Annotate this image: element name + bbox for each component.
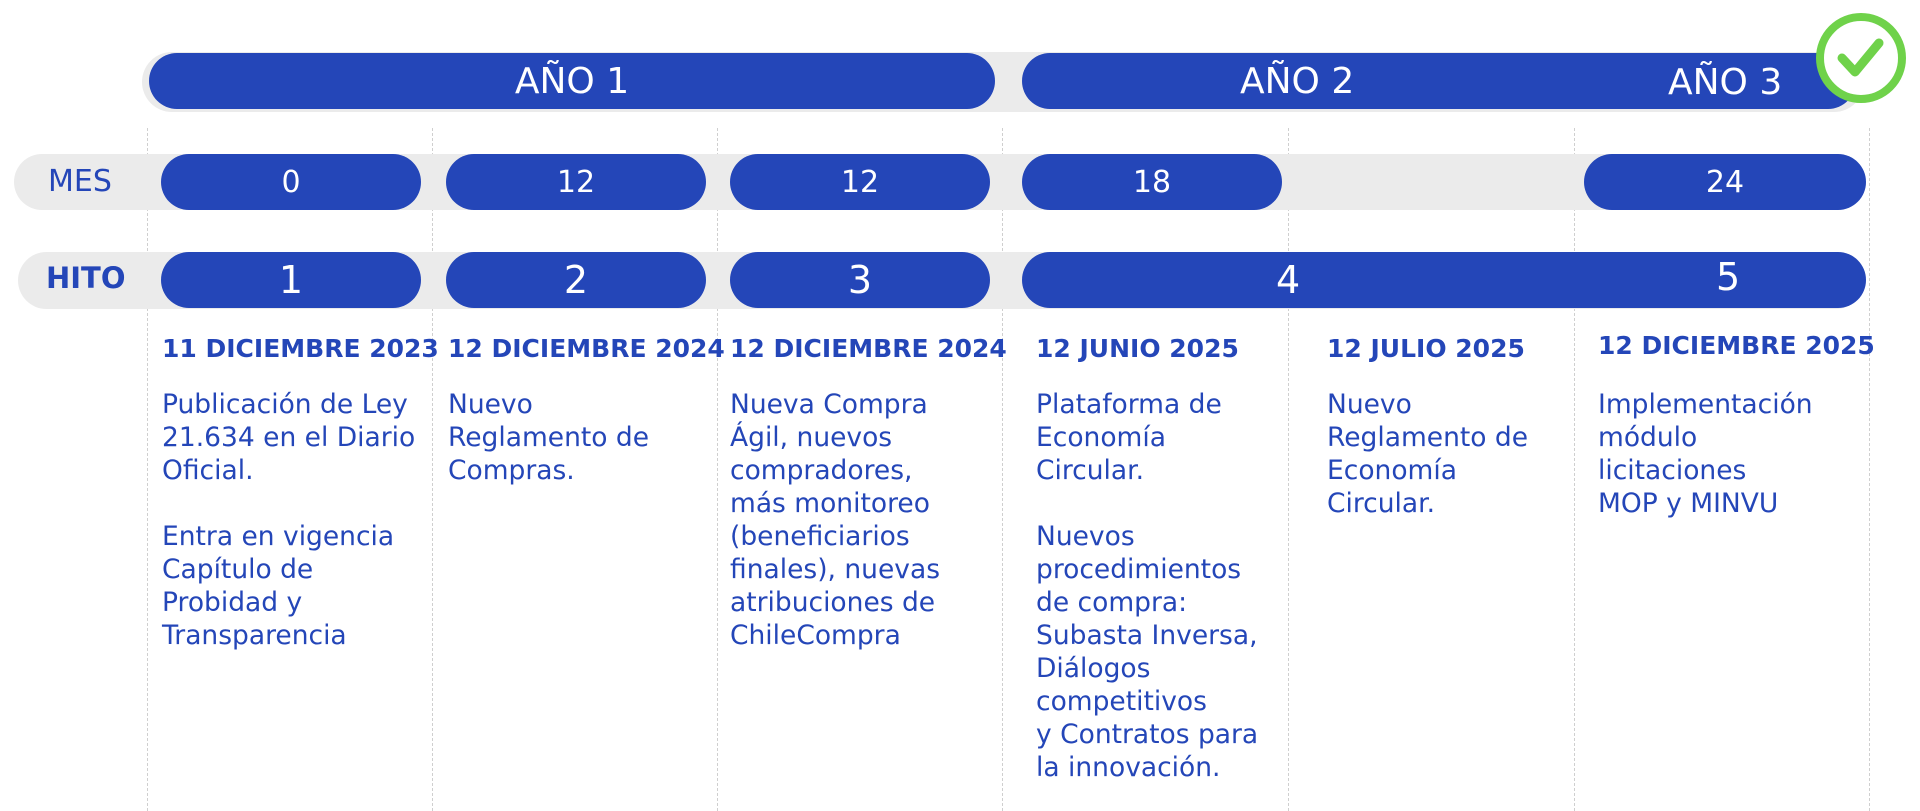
milestone-4-label: 4 [1276,258,1301,302]
column-divider [1002,128,1003,811]
milestone-date: 12 DICIEMBRE 2025 [1598,331,1875,360]
year-3-label: AÑO 3 [1668,62,1783,103]
milestone-description: Nueva Compra Ágil, nuevos compradores, más monitoreo (beneficiarios finales), nuevas atribuciones de ChileCompra [730,389,941,651]
month-pill: 24 [1584,154,1866,210]
milestone-pill: 1 [161,252,421,308]
milestone-description: Nuevo Reglamento de Compras. [448,389,650,486]
milestone-description: Plataforma de Economía Circular. Nuevos procedimientos de compra: Subasta Inversa, Diálogos competitivos y Contratos para la innovación. [1036,389,1259,783]
milestone-description: Nuevo Reglamento de Economía Circular. [1327,389,1529,519]
month-pill: 12 [730,154,990,210]
column-divider [1869,128,1870,811]
mes-label: MES [48,164,112,199]
milestone-pill: 2 [446,252,706,308]
milestone-date: 12 JUNIO 2025 [1036,334,1239,363]
milestone-date: 12 JULIO 2025 [1327,334,1525,363]
year-1-pill [149,53,995,109]
milestone-date: 11 DICIEMBRE 2023 [162,334,439,363]
check-circle-icon [1814,11,1908,105]
year-2-label: AÑO 2 [1240,60,1355,102]
milestone-5-label: 5 [1716,255,1741,299]
month-pill: 18 [1022,154,1282,210]
milestone-pill-wide [1022,252,1866,308]
milestone-date: 12 DICIEMBRE 2024 [448,334,725,363]
hito-label: HITO [46,261,126,295]
year-1-label: AÑO 1 [514,60,630,102]
month-pill: 12 [446,154,706,210]
milestone-description: Publicación de Ley 21.634 en el Diario Oficial. Entra en vigencia Capítulo de Probidad y Transparencia [162,389,416,651]
month-pill: 0 [161,154,421,210]
column-divider [147,128,148,811]
milestone-description: Implementación módulo licitaciones MOP y MINVU [1598,389,1813,519]
milestone-pill: 3 [730,252,990,308]
milestone-date: 12 DICIEMBRE 2024 [730,334,1007,363]
year-2-3-pill [1022,53,1856,109]
